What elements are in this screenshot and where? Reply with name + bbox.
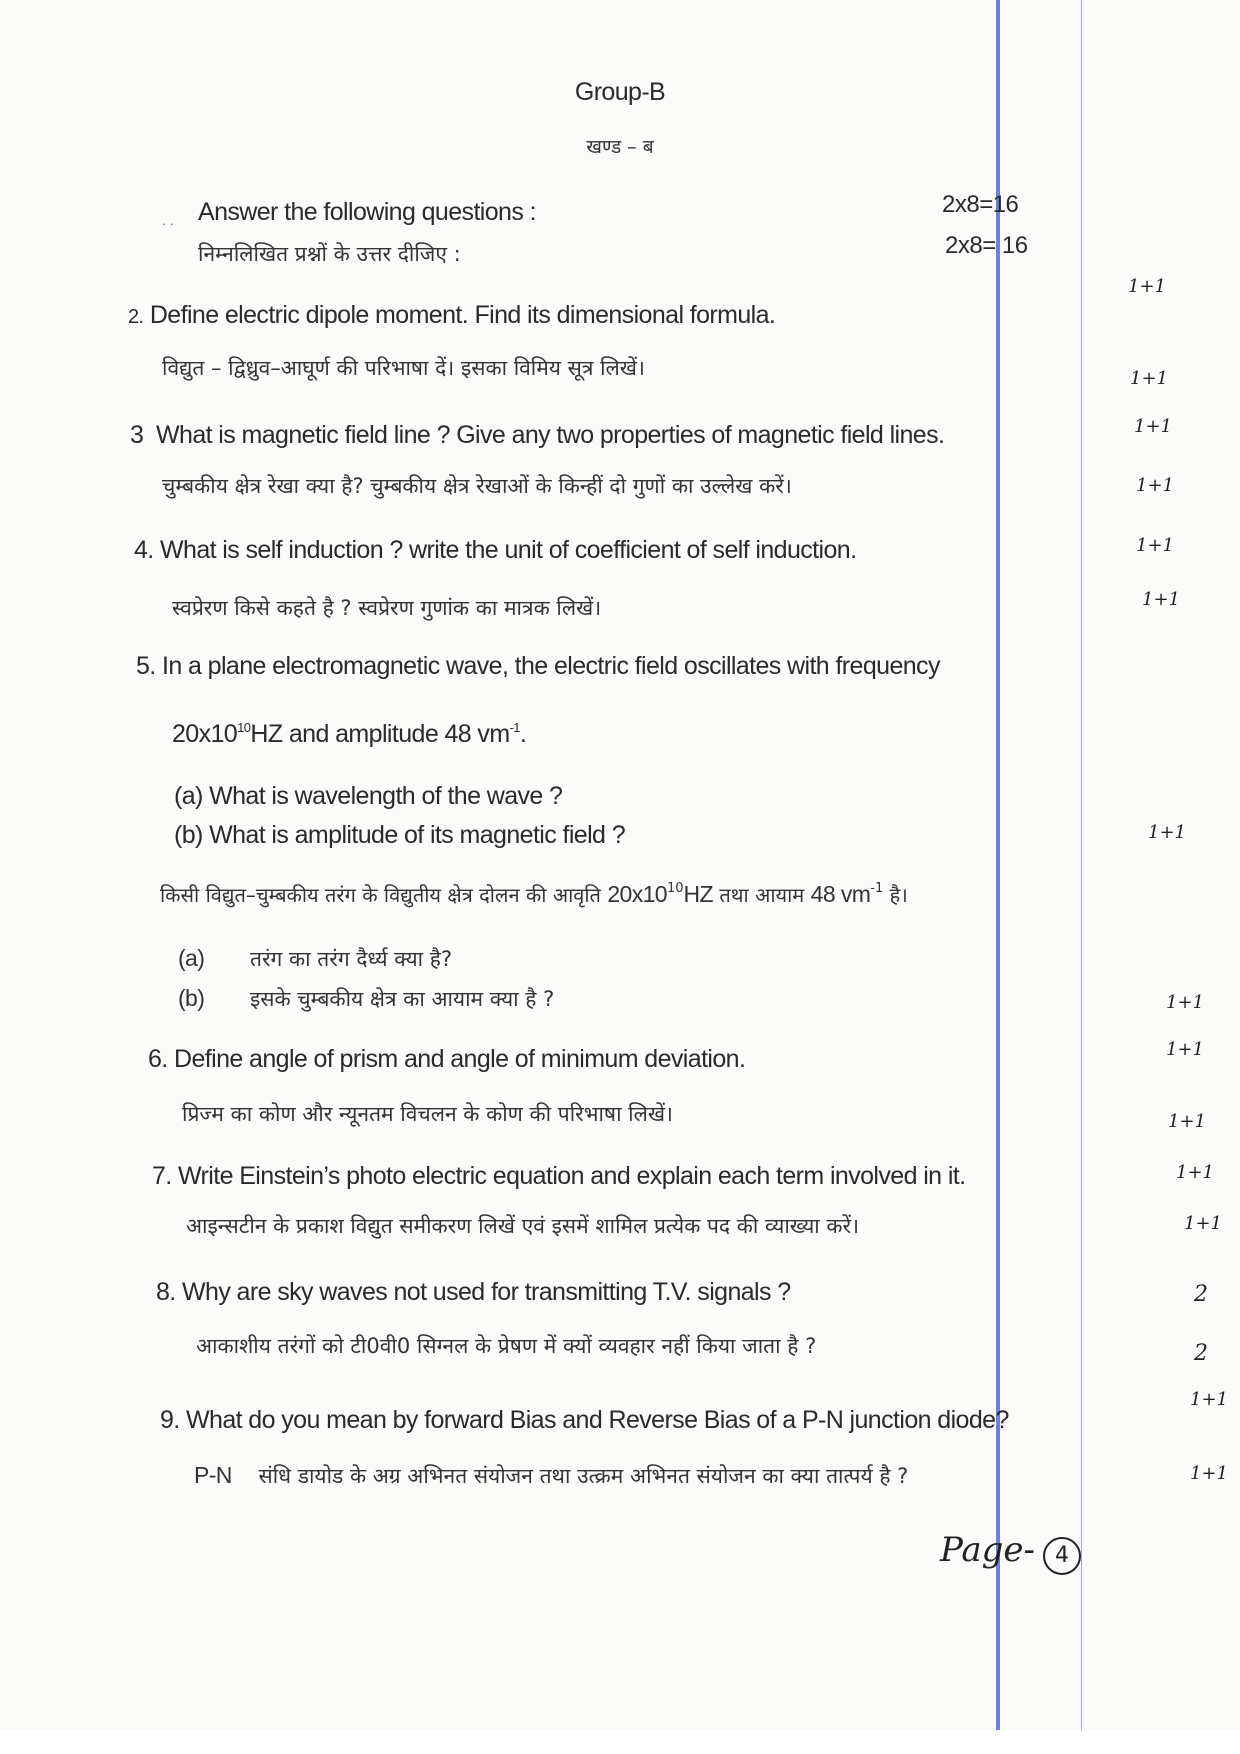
hindi-text: तथा आयाम xyxy=(713,883,811,907)
frequency-exponent: 10 xyxy=(237,720,251,735)
sub-text: What is wavelength of the wave ? xyxy=(209,782,563,810)
question-text: What do you mean by forward Bias and Reverse Bias of a P-N junction diode? xyxy=(186,1406,1009,1434)
amplitude-exponent: -1 xyxy=(870,881,884,896)
question-7 xyxy=(152,1164,965,1189)
instruction-en: Answer the following questions : xyxy=(198,198,536,226)
marks-q4-hi: 1+1 xyxy=(1142,589,1180,610)
question-number: 7. xyxy=(152,1162,172,1190)
section-title-hindi: खण्ड – ब xyxy=(586,136,654,158)
bullet-dots: . . xyxy=(162,212,174,228)
question-number: 3 xyxy=(130,421,144,449)
margin-line-thin xyxy=(1081,0,1082,1730)
question-5-hindi xyxy=(160,883,908,906)
question-text: In a plane electromagnetic wave, the electric field oscillates with frequency xyxy=(162,652,940,680)
hindi-text: संधि डायोड के अग्र अभिनत संयोजन तथा उत्क्रम अभिनत संयोजन का क्या तात्पर्य है ? xyxy=(258,1464,909,1488)
hindi-text: किसी विद्युत–चुम्बकीय तरंग के विद्युतीय क्षेत्र दोलन की आवृति xyxy=(160,883,608,907)
page-bottom-edge xyxy=(0,1730,1240,1754)
section-title: Group-B xyxy=(574,78,666,106)
frequency-value: 20x10 xyxy=(607,881,667,907)
question-5 xyxy=(136,654,940,679)
amplitude-exponent: -1 xyxy=(509,720,520,735)
sub-label: (a) xyxy=(174,782,203,810)
total-marks-hi: 2x8= 16 xyxy=(945,232,1028,259)
total-marks-en: 2x8=16 xyxy=(942,191,1019,218)
marks-q3-hi: 1+1 xyxy=(1136,475,1174,496)
question-2 xyxy=(128,303,775,328)
frequency-value: 20x10 xyxy=(172,720,238,748)
question-7-hindi: आइन्सटीन के प्रकाश विद्युत समीकरण लिखें एवं इसमें शामिल प्रत्येक पद की व्याख्या करें। xyxy=(186,1214,860,1238)
marks-q5-en: 1+1 xyxy=(1148,822,1186,843)
question-8-hindi: आकाशीय तरंगों को टी0वी0 सिग्नल के प्रेषण में क्यों व्यवहार नहीं किया जाता है ? xyxy=(196,1334,817,1358)
question-5b xyxy=(174,823,625,848)
hindi-text: है। xyxy=(883,883,908,907)
marks-q2-en: 1+1 xyxy=(1128,276,1166,297)
question-9 xyxy=(160,1408,1009,1433)
marks-q9-hi: 1+1 xyxy=(1190,1463,1228,1484)
marks-q9-en: 1+1 xyxy=(1190,1389,1228,1410)
question-5-values xyxy=(172,722,526,747)
unit: HZ xyxy=(683,881,714,907)
question-number: 5. xyxy=(136,652,156,680)
marks-q2-hi: 1+1 xyxy=(1130,368,1168,389)
marks-q6-en: 1+1 xyxy=(1166,1039,1204,1060)
sub-text: इसके चुम्बकीय क्षेत्र का आयाम क्या है ? xyxy=(250,987,555,1011)
marks-q7-en: 1+1 xyxy=(1176,1162,1214,1183)
question-5b-hindi xyxy=(178,987,554,1010)
question-5a-hindi xyxy=(178,947,452,970)
question-number: 9. xyxy=(160,1406,180,1434)
question-3-hindi: चुम्बकीय क्षेत्र रेखा क्या है? चुम्बकीय क्षेत्र रेखाओं के किन्हीं दो गुणों का उल्लेख करें। xyxy=(162,474,792,498)
marks-q4-en: 1+1 xyxy=(1136,535,1174,556)
question-8 xyxy=(156,1280,791,1305)
question-2-hindi: विद्युत – द्विध्रुव–आघूर्ण की परिभाषा दें। इसका विमिय सूत्र लिखें। xyxy=(162,356,645,380)
question-6 xyxy=(148,1047,745,1072)
question-6-hindi: प्रिज्म का कोण और न्यूनतम विचलन के कोण की परिभाषा लिखें। xyxy=(182,1102,673,1126)
marks-q3-en: 1+1 xyxy=(1134,416,1172,437)
marks-q7-hi: 1+1 xyxy=(1184,1213,1222,1234)
sub-label: (b) xyxy=(174,821,203,849)
amplitude-value: 48 vm xyxy=(810,881,871,907)
marks-q8-en: 2 xyxy=(1194,1282,1208,1307)
marks-q8-hi: 2 xyxy=(1194,1341,1208,1366)
pn-label: P-N xyxy=(194,1462,232,1488)
marks-q6-hi: 1+1 xyxy=(1168,1111,1206,1132)
period: . xyxy=(519,720,527,748)
sub-label: (b) xyxy=(178,985,205,1011)
question-number: 6. xyxy=(148,1045,168,1073)
question-9-hindi xyxy=(194,1464,908,1487)
question-number: 8. xyxy=(156,1278,176,1306)
question-4 xyxy=(134,538,856,563)
question-3 xyxy=(130,423,944,448)
page-number-circled: 4 xyxy=(1043,1537,1081,1575)
question-text: Define electric dipole moment. Find its dimensional formula. xyxy=(149,301,776,329)
page-signature: Page- xyxy=(940,1530,1035,1570)
question-text: Why are sky waves not used for transmitting T.V. signals ? xyxy=(182,1278,791,1306)
sub-text: तरंग का तरंग दैर्ध्य क्या है? xyxy=(250,947,453,971)
marks-q5-hi: 1+1 xyxy=(1166,992,1204,1013)
question-text: Define angle of prism and angle of minimum deviation. xyxy=(174,1045,746,1073)
sub-text: What is amplitude of its magnetic field ? xyxy=(209,821,626,849)
question-5a xyxy=(174,784,562,809)
question-text: What is self induction ? write the unit of coefficient of self induction. xyxy=(160,536,857,564)
question-number: 4. xyxy=(134,536,154,564)
instruction-hi: निम्नलिखित प्रश्नों के उत्तर दीजिए : xyxy=(198,242,461,266)
question-text: What is magnetic field line ? Give any two properties of magnetic field lines. xyxy=(156,421,945,449)
question-4-hindi: स्वप्रेरण किसे कहते है ? स्वप्रेरण गुणांक का मात्रक लिखें। xyxy=(172,596,602,620)
frequency-exponent: 10 xyxy=(667,881,684,896)
amplitude-text: HZ and amplitude 48 vm xyxy=(250,720,510,748)
question-number: 2. xyxy=(128,306,144,328)
sub-label: (a) xyxy=(178,945,205,971)
question-text: Write Einstein’s photo electric equation and explain each term involved in it. xyxy=(178,1162,966,1190)
